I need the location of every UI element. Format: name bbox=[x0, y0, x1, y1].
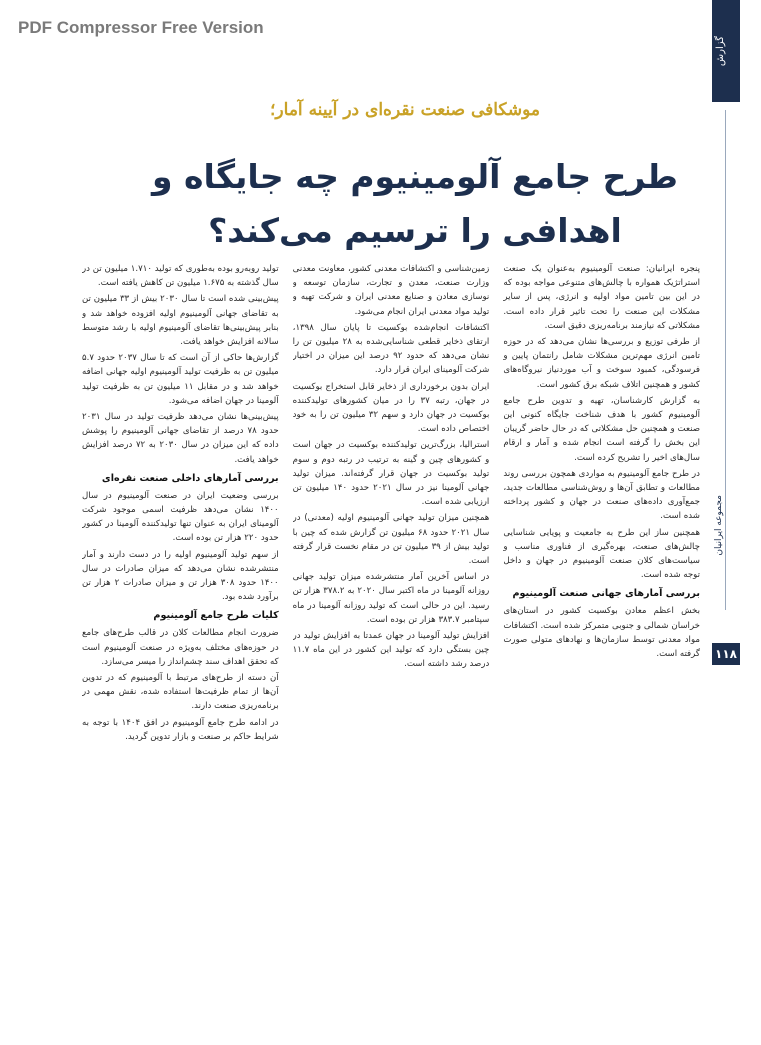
page-number: ۱۱۸ bbox=[712, 643, 740, 665]
paragraph: افزایش تولید آلومینا در جهان عمدتا به افزایش تولید در چین بستگی دارد که تولید این کشور در این ماه ۱۱.۷ درصد رشد داشته است. bbox=[292, 631, 490, 670]
paragraph: استرالیا، بزرگ‌ترین تولیدکننده بوکسیت در جهان است و کشورهای چین و گینه به ترتیب در رتبه دوم و سوم تولید بوکسیت در جهان قرار گرفته‌اند. میزان تولید جهانی آلومینا نیز در سال ۲۰۲۱ حدود ۱۴۰ میلیون تن ارزیابی شده است. bbox=[292, 440, 490, 508]
paragraph: از طرفی توزیع و بررسی‌ها نشان می‌دهد که در حوزه تامین انرژی مهم‌ترین مشکلات شامل رانتمان پایین و فرسودگی، کمبود سوخت و آب موردنیاز نیروگاه‌های کشور و همچنین اتلاف شبکه برق کشور است. bbox=[503, 337, 700, 390]
paragraph: از سهم تولید آلومینیوم اولیه را در دست دارند و آمار منتشرشده نشان می‌دهد که میزان صادرات در سال ۱۴۰۰ حدود ۳۰۸ هزار تن و میزان صادرات ۲ هزار تن برآورد شده بود. bbox=[81, 549, 279, 603]
sidebar bbox=[712, 0, 740, 1045]
paragraph: زمین‌شناسی و اکتشافات معدنی کشور، معاونت معدنی وزارت صنعت، معدن و تجارت، سازمان توسعه و نوسازی معادن و صنایع معدنی ایران و شرکت تهیه و تولید مواد معدنی ایران انجام می‌شود. bbox=[292, 264, 490, 317]
paragraph: آن دسته از طرح‌های مرتبط با آلومینیوم که در تدوین آن‌ها از تمام ظرفیت‌ها استفاده شده، نقش مهمی در برنامه‌ریزی صنعت دارند. bbox=[81, 673, 279, 712]
paragraph: پیش‌بینی شده است تا سال ۲۰۳۰ بیش از ۳۳ میلیون تن به تقاضای جهانی آلومینیوم اولیه افزوده خواهد شد و بنابر پیش‌بینی‌ها تقاضای آلومینیوم اولیه با رشد متوسط سالانه افزایش خواهد یافت. bbox=[81, 294, 279, 348]
column-left bbox=[82, 262, 279, 1032]
paragraph: پنجره ایرانیان: صنعت آلومینیوم به‌عنوان یک صنعت استراتژیک همواره با چالش‌های متنوعی مواجه بوده که در این بین تامین مواد اولیه و انرژی، پس از سایر مشکلات این صنعت را تحت تاثیر قرار داده است. مشکلاتی که نیازمند برنامه‌ریزی دقیق است. bbox=[503, 264, 700, 331]
journal-name: مجموعه ایرانیان bbox=[714, 495, 724, 556]
kicker: موشکافی صنعت نقره‌ای در آیینه آمار؛ bbox=[270, 100, 540, 120]
section-heading: بررسی آمارهای داخلی صنعت نقره‌ای bbox=[101, 472, 279, 484]
paragraph: همچنین ساز این طرح به جامعیت و پویایی شناسایی چالش‌های صنعت، بهره‌گیری از فناوری مناسب و سیاست‌های کلان صنعت آلومینیوم در جهان و داخل توجه شده است. bbox=[503, 527, 700, 581]
paragraph: بخش اعظم معادن بوکسیت کشور در استان‌های خراسان شمالی و جنوبی متمرکز شده است. اکتشافات مواد معدنی توسط سازمان‌ها و نهادهای متولی صورت گرفته است. bbox=[503, 606, 700, 660]
paragraph: همچنین میزان تولید جهانی آلومینیوم اولیه (معدنی) در سال ۲۰۲۱ حدود ۶۸ میلیون تن گزارش شده که چین با تولید بیش از ۳۹ میلیون تن در مقام نخست قرار گرفته است. bbox=[292, 513, 490, 567]
pdf-watermark: PDF Compressor Free Version bbox=[18, 18, 264, 37]
column-middle bbox=[293, 262, 490, 1032]
sidebar-divider bbox=[725, 110, 726, 610]
article-body bbox=[82, 262, 700, 1032]
column-right bbox=[503, 262, 700, 1032]
paragraph: تولید روبه‌رو بوده به‌طوری که تولید ۱.۷۱۰ میلیون تن در سال گذشته به ۱.۶۷۵ میلیون تن کاهش یافته است. bbox=[81, 264, 279, 289]
page-title: طرح جامع آلومینیوم چه جایگاه و اهدافی را ترسیم می‌کند؟ bbox=[151, 157, 679, 250]
section-tab bbox=[712, 0, 740, 102]
paragraph: اکتشافات انجام‌شده بوکسیت تا پایان سال ۱۳۹۸، ارتقای ذخایر قطعی شناسایی‌شده به ۲۸ میلیون تن را نشان می‌دهد که حدود ۹۲ درصد این میزان در اختیار شرکت آلومینای ایران قرار دارد. bbox=[292, 322, 490, 376]
paragraph: ضرورت انجام مطالعات کلان در قالب طرح‌های جامع در حوزه‌های مختلف به‌ویژه در صنعت آلومینیوم است که تحقق اهداف سند چشم‌انداز را میسر می‌سازد. bbox=[81, 628, 279, 667]
section-heading: کلیات طرح جامع آلومینیوم bbox=[153, 610, 279, 622]
paragraph: ایران بدون برخورداری از ذخایر قابل استخراج بوکسیت در جهان، رتبه ۳۷ را در میان کشورهای تولیدکننده بوکسیت در جهان دارد و سهم ۳۲ میلیون تن را به خود اختصاص داده است. bbox=[292, 381, 490, 435]
paragraph: پیش‌بینی‌ها نشان می‌دهد ظرفیت تولید در سال ۲۰۳۱ حدود ۷۸ درصد از تقاضای جهانی آلومینیوم را پوشش داده که این میزان در سال ۲۰۳۰ به ۷۲ درصد افزایش خواهد یافت. bbox=[81, 412, 279, 465]
paragraph: به گزارش کارشناسان، تهیه و تدوین طرح جامع آلومینیوم کشور با هدف شناخت جایگاه کنونی این صنعت و همچنین حل مشکلاتی که در حال حاضر گریبان این بخش را گرفته است انجام شده و آمار و ارقام سال‌های اخیر را تشریح کرده است. bbox=[503, 395, 700, 463]
paragraph: در ادامه طرح جامع آلومینیوم در افق ۱۴۰۴ با توجه به شرایط حاکم بر صنعت و بازار تدوین گردید. bbox=[81, 717, 279, 742]
paragraph: در اساس آخرین آمار منتشرشده میزان تولید جهانی روزانه آلومینا در ماه اکتبر سال ۲۰۲۰ به ۳۷۸.۲ هزار تن رسید. این در حالی است که تولید روزانه آلومینا در ماه سپتامبر ۳۸۳.۷ هزار تن بوده است. bbox=[292, 572, 490, 625]
paragraph: بررسی وضعیت ایران در صنعت آلومینیوم در سال ۱۴۰۰ نشان می‌دهد ظرفیت اسمی موجود شرکت آلومینای ایران به عنوان تنها تولیدکننده آلومینا در کشور حدود ۲۲۰ هزار تن بوده است. bbox=[81, 490, 279, 544]
section-label: گزارش bbox=[715, 36, 726, 67]
paragraph: گزارش‌ها حاکی از آن است که تا سال ۲۰۳۷ حدود ۵.۷ میلیون تن به ظرفیت تولید آلومینیوم اولیه جهانی اضافه خواهد شد و در مقابل ۱۱ میلیون تن به ظرفیت تولید آلومینا در جهان اضافه می‌شود. bbox=[81, 353, 279, 406]
section-heading: بررسی آمارهای جهانی صنعت آلومینیوم bbox=[512, 588, 700, 600]
paragraph: در طرح جامع آلومینیوم به مواردی همچون بررسی روند مطالعات و تطابق آن‌ها و روش‌شناسی مطالعات جدید، جمع‌آوری داده‌های صنعت در جهان و کشور پرداخته شده است. bbox=[503, 468, 700, 522]
